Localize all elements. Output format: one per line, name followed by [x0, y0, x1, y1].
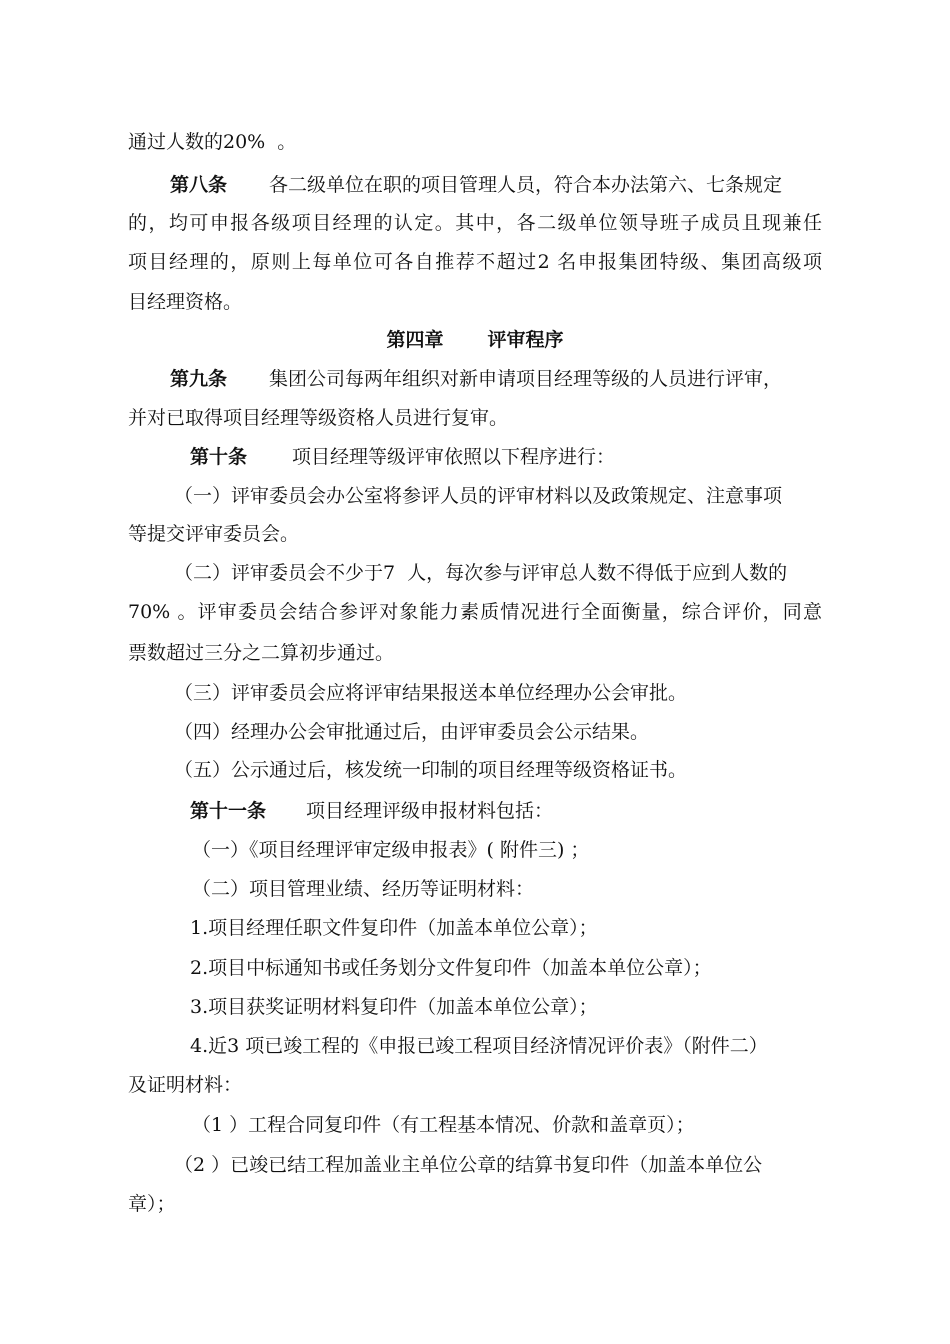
article-text: 项目经理等级评审依照以下程序进行：	[292, 446, 616, 468]
article-text: 各二级单位在职的项目管理人员，符合本办法第六、七条规定	[269, 174, 783, 196]
paragraph-line: 4.近3 项已竣工程的《申报已竣工程项目经济情况评价表》（附件二）	[190, 1035, 768, 1057]
article-heading: 第八条	[170, 174, 228, 196]
chapter-number: 第四章	[386, 329, 444, 351]
paragraph-line: （一）评审委员会办公室将参评人员的评审材料以及政策规定、注意事项	[174, 485, 783, 507]
paragraph-line: 章）；	[128, 1193, 176, 1215]
paragraph-line: （五）公示通过后，核发统一印制的项目经理等级资格证书。	[174, 759, 688, 781]
paragraph-line: （二）评审委员会不少于7 人，每次参与评审总人数不得低于应到人数的	[174, 562, 788, 584]
paragraph-line: （三）评审委员会应将评审结果报送本单位经理办公会审批。	[174, 682, 688, 704]
paragraph-line: 的，均可申报各级项目经理的认定。其中，各二级单位领导班子成员且现兼任	[128, 212, 822, 234]
paragraph-line: 2.项目中标通知书或任务划分文件复印件（加盖本单位公章）；	[190, 957, 712, 979]
paragraph-line: （2 ）已竣已结工程加盖业主单位公章的结算书复印件（加盖本单位公	[174, 1154, 763, 1176]
chapter-title	[0, 327, 950, 353]
article-heading: 第十条	[190, 446, 248, 468]
paragraph-line: 3.项目获奖证明材料复印件（加盖本单位公章）；	[190, 996, 598, 1018]
paragraph-line: 1.项目经理任职文件复印件（加盖本单位公章）；	[190, 917, 598, 939]
article-heading: 第十一条	[190, 800, 267, 822]
paragraph-line: 及证明材料：	[128, 1074, 243, 1096]
paragraph-line: 通过人数的20% 。	[128, 131, 297, 153]
paragraph-line: （二）项目管理业绩、经历等证明材料：	[192, 878, 535, 900]
paragraph-line: 70% 。评审委员会结合参评对象能力素质情况进行全面衡量，综合评价，同意	[128, 601, 822, 623]
article-10	[190, 444, 615, 470]
paragraph-line: （1 ）工程合同复印件（有工程基本情况、价款和盖章页）；	[192, 1114, 695, 1136]
article-8	[170, 172, 782, 198]
paragraph-line: 项目经理的，原则上每单位可各自推荐不超过2 名申报集团特级、集团高级项	[128, 251, 822, 273]
article-heading: 第九条	[170, 368, 228, 390]
paragraph-line: 目经理资格。	[128, 291, 243, 313]
paragraph-line: 票数超过三分之二算初步通过。	[128, 642, 395, 664]
paragraph-line: （四）经理办公会审批通过后，由评审委员会公示结果。	[174, 721, 650, 743]
chapter-name: 评审程序	[487, 329, 564, 351]
paragraph-line: （一）《项目经理评审定级申报表》( 附件三) ；	[192, 839, 590, 861]
paragraph-line: 等提交评审委员会。	[128, 523, 300, 545]
article-9	[170, 366, 782, 392]
paragraph-line: 并对已取得项目经理等级资格人员进行复审。	[128, 407, 509, 429]
article-text: 集团公司每两年组织对新申请项目经理等级的人员进行评审，	[269, 368, 783, 390]
article-11	[190, 798, 553, 824]
article-text: 项目经理评级申报材料包括：	[306, 800, 554, 822]
